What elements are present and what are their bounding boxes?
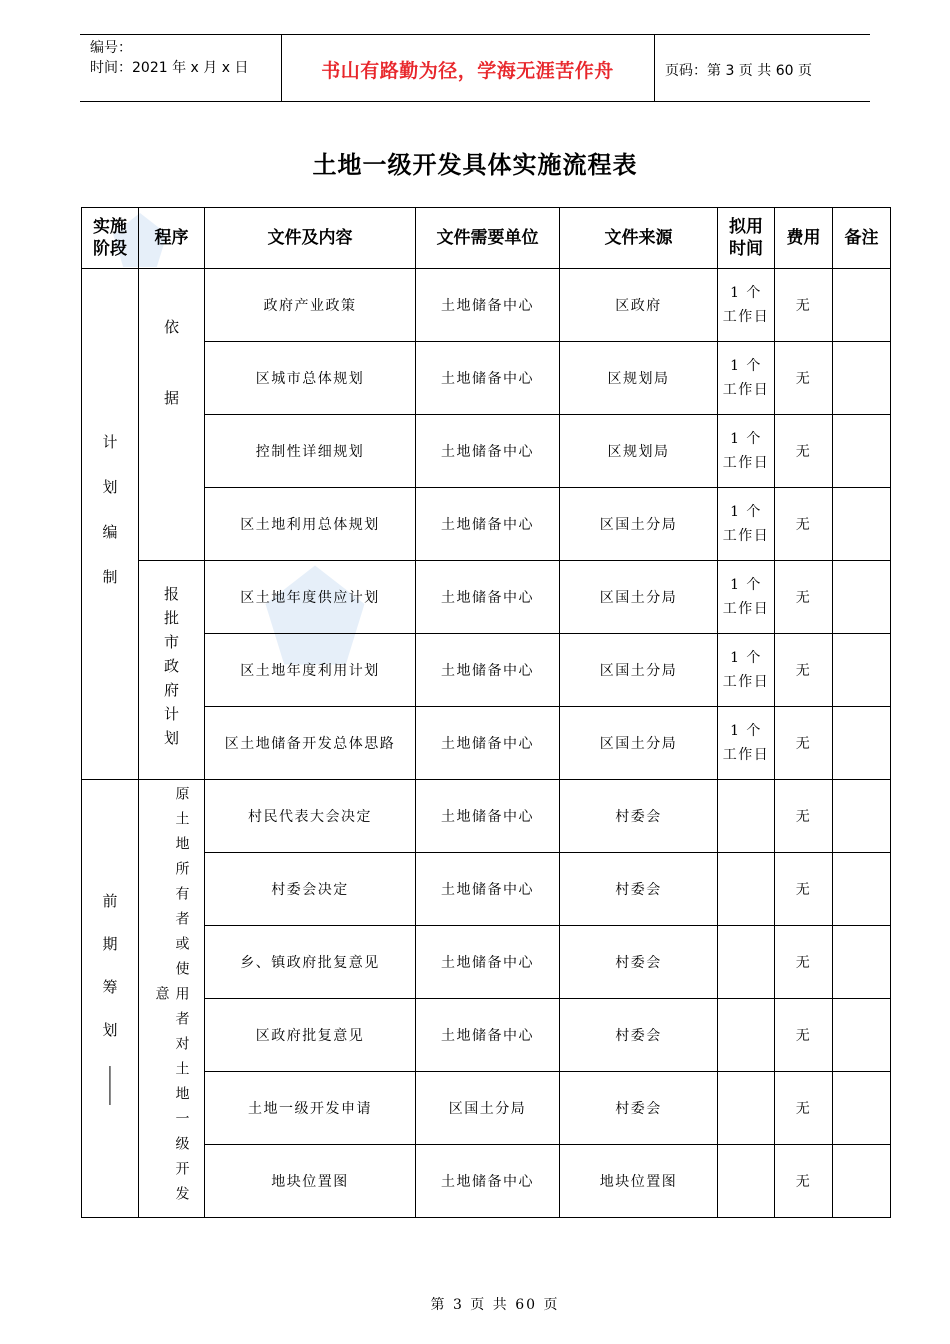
cell-source: 区规划局 [560,342,718,415]
header-page-info: 页码：第 3 页 共 60 页 [665,63,812,79]
cell-remark [833,707,891,780]
cell-unit: 土地储备中心 [416,269,560,342]
cell-document: 区土地储备开发总体思路 [205,707,416,780]
col-header-procedure: 程序 [139,208,205,269]
header-meta [90,38,248,78]
cell-remark [833,853,891,926]
cell-source: 区政府 [560,269,718,342]
cell-unit: 土地储备中心 [416,634,560,707]
cell-remark [833,1145,891,1218]
table-header-row [82,208,891,269]
cell-source: 区国土分局 [560,488,718,561]
page-footer: 第 3 页 共 60 页 [430,1297,560,1313]
header-divider [654,34,655,101]
procedure-cell-basis [139,269,205,561]
cell-unit: 土地储备中心 [416,707,560,780]
cell-fee: 无 [775,342,833,415]
stage-plan-text: 计划编制 [100,434,119,614]
cell-time [718,1072,775,1145]
cell-source: 地块位置图 [560,1145,718,1218]
stage-pre-text: 前期筹划 [100,893,119,1065]
cell-document: 村民代表大会决定 [205,780,416,853]
cell-source: 区国土分局 [560,707,718,780]
document-title: 土地一级开发具体实施流程表 [312,150,638,179]
cell-document: 地块位置图 [205,1145,416,1218]
col-header-unit: 文件需要单位 [416,208,560,269]
cell-unit: 区国土分局 [416,1072,560,1145]
procedure-basis-text: 依据 [162,318,180,461]
cell-unit: 土地储备中心 [416,488,560,561]
cell-fee: 无 [775,1145,833,1218]
table-row [82,780,891,853]
cell-time: 1 个 工作日 [718,488,775,561]
cell-time [718,999,775,1072]
cell-remark [833,634,891,707]
cell-time [718,1145,775,1218]
header-bottom-rule [80,101,870,102]
cell-unit: 土地储备中心 [416,1145,560,1218]
col-header-remark: 备注 [833,208,891,269]
cell-source: 村委会 [560,999,718,1072]
cell-document: 乡、镇政府批复意见 [205,926,416,999]
cell-fee: 无 [775,780,833,853]
cell-document: 土地一级开发申请 [205,1072,416,1145]
cell-unit: 土地储备中心 [416,342,560,415]
cell-time: 1 个 工作日 [718,561,775,634]
cell-source: 村委会 [560,780,718,853]
cell-fee: 无 [775,634,833,707]
procedure-cell-report [139,561,205,780]
stage-pre-dash: ||| [102,1065,118,1104]
process-table [81,207,891,1218]
table-row [82,269,891,342]
cell-time: 1 个 工作日 [718,342,775,415]
cell-remark [833,488,891,561]
cell-document: 区土地年度供应计划 [205,561,416,634]
cell-unit: 土地储备中心 [416,853,560,926]
cell-source: 村委会 [560,853,718,926]
cell-remark [833,415,891,488]
cell-unit: 土地储备中心 [416,999,560,1072]
cell-fee: 无 [775,707,833,780]
cell-unit: 土地储备中心 [416,561,560,634]
cell-time: 1 个 工作日 [718,634,775,707]
stage-cell-pre [82,780,139,1218]
stage-cell-plan [82,269,139,780]
procedure-report-text: 报批市政府计划 [162,586,180,754]
cell-fee: 无 [775,488,833,561]
cell-time: 1 个 工作日 [718,415,775,488]
header-motto: 书山有路勤为径，学海无涯苦作舟 [321,60,614,82]
cell-remark [833,342,891,415]
cell-time: 1 个 工作日 [718,707,775,780]
cell-source: 区国土分局 [560,634,718,707]
cell-unit: 土地储备中心 [416,415,560,488]
cell-remark [833,926,891,999]
cell-document: 村委会决定 [205,853,416,926]
cell-time [718,926,775,999]
cell-remark [833,1072,891,1145]
cell-source: 区国土分局 [560,561,718,634]
cell-remark [833,269,891,342]
cell-document: 控制性详细规划 [205,415,416,488]
header-number: 编号： [90,40,132,56]
cell-source: 村委会 [560,1072,718,1145]
col-header-time: 拟用时间 [718,208,775,269]
col-header-document: 文件及内容 [205,208,416,269]
cell-time: 1 个 工作日 [718,269,775,342]
cell-remark [833,999,891,1072]
header-top-rule [80,34,870,35]
cell-fee: 无 [775,415,833,488]
cell-remark [833,780,891,853]
cell-fee: 无 [775,853,833,926]
cell-source: 区规划局 [560,415,718,488]
cell-document: 区土地年度利用计划 [205,634,416,707]
cell-fee: 无 [775,269,833,342]
cell-source: 村委会 [560,926,718,999]
cell-unit: 土地储备中心 [416,780,560,853]
cell-time [718,780,775,853]
cell-document: 政府产业政策 [205,269,416,342]
table-row [82,561,891,634]
procedure-owner-text: 原土地所有者或使用者对土地一级开发意 [153,786,190,1211]
cell-fee: 无 [775,999,833,1072]
cell-fee: 无 [775,1072,833,1145]
cell-time [718,853,775,926]
col-header-source: 文件来源 [560,208,718,269]
col-header-fee: 费用 [775,208,833,269]
cell-document: 区城市总体规划 [205,342,416,415]
procedure-cell-owner [139,780,205,1218]
col-header-stage: 实施阶段 [82,208,139,269]
header-time: 时间：2021 年 x 月 x 日 [90,60,249,76]
cell-document: 区土地利用总体规划 [205,488,416,561]
cell-fee: 无 [775,926,833,999]
cell-fee: 无 [775,561,833,634]
cell-unit: 土地储备中心 [416,926,560,999]
cell-document: 区政府批复意见 [205,999,416,1072]
cell-remark [833,561,891,634]
